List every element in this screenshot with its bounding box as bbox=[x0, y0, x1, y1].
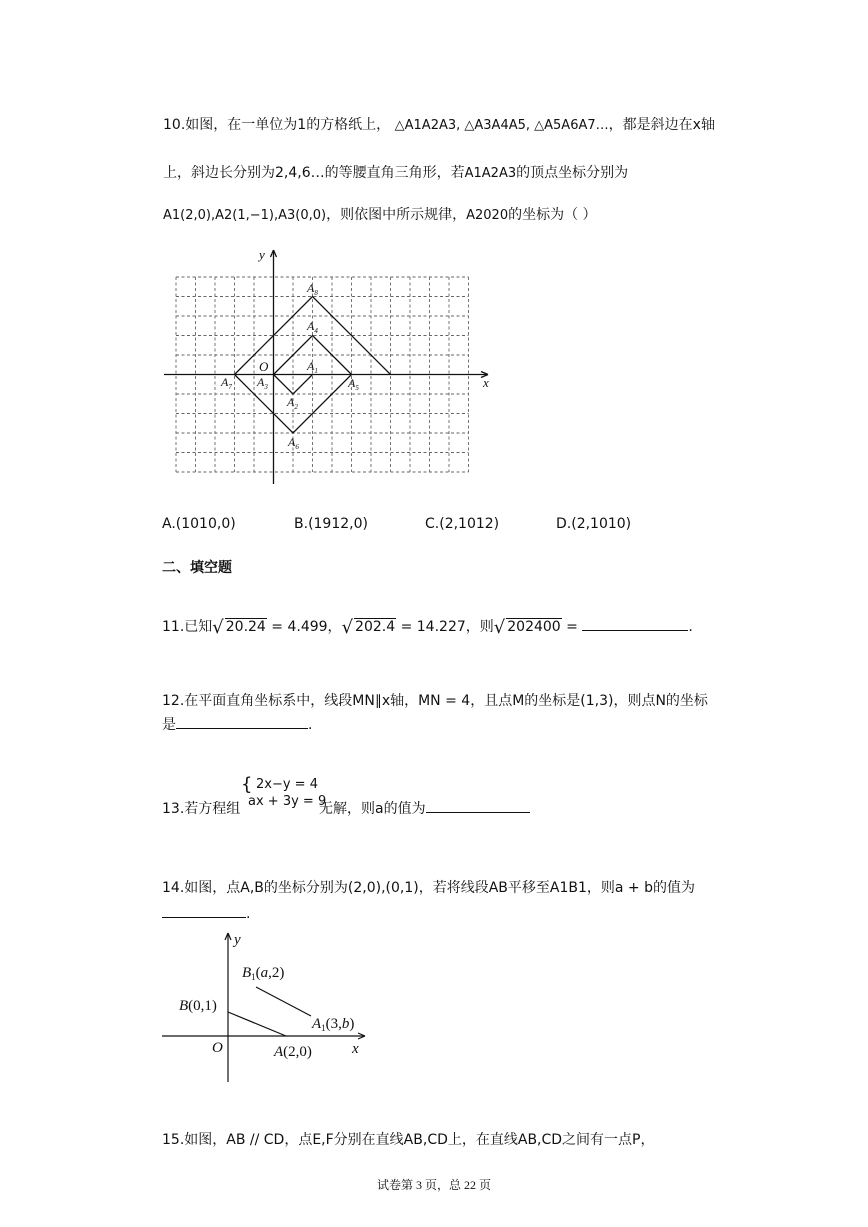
y-axis-label: y bbox=[234, 932, 241, 948]
segment-a1b1 bbox=[256, 987, 311, 1016]
q10-text: 10.如图，在一单位为 bbox=[163, 117, 298, 133]
section-heading: 二、填空题 bbox=[162, 560, 232, 576]
option-letter: C. bbox=[425, 516, 440, 532]
q12-text: 是 bbox=[162, 717, 176, 733]
q14-text: . bbox=[246, 906, 251, 922]
label-a6: $A_6$ bbox=[288, 435, 299, 451]
label-a4: $A_4$ bbox=[307, 319, 318, 335]
q10-text: 的坐标为（ ） bbox=[508, 207, 597, 223]
answer-blank[interactable] bbox=[426, 812, 530, 813]
answer-blank[interactable] bbox=[582, 630, 688, 631]
q11-radicand: 202.4 bbox=[355, 619, 396, 635]
q10-text: 的顶点坐标分别为 bbox=[516, 165, 629, 181]
label-a7: $A_7$ bbox=[221, 375, 232, 391]
label-a8: $A_8$ bbox=[307, 281, 318, 297]
label-a1: $A_1$ bbox=[307, 359, 318, 375]
q14-line2 bbox=[162, 906, 250, 922]
option-letter: D. bbox=[556, 516, 572, 532]
q10-text: 上，斜边长分别为 bbox=[163, 165, 275, 181]
q12-line2 bbox=[162, 714, 312, 734]
origin-label: O bbox=[259, 359, 269, 374]
option-value: (2,1010) bbox=[571, 516, 632, 532]
q11-text: . bbox=[688, 619, 693, 635]
equation-system bbox=[246, 776, 326, 810]
option-letter: B. bbox=[294, 516, 309, 532]
q11-text: 11.已知 bbox=[162, 619, 213, 635]
option-c[interactable] bbox=[425, 516, 499, 532]
q10-x: x bbox=[692, 117, 701, 133]
q13-prefix: 13.若方程组 bbox=[162, 801, 241, 817]
q11-radicand: 202400 bbox=[507, 619, 561, 635]
q11-radicand: 20.24 bbox=[225, 619, 266, 635]
q10-text: ，都是斜边在 bbox=[608, 117, 693, 133]
label-a1: $A_1(3,b)$ bbox=[312, 1016, 355, 1033]
q13-text: 无解，则a的值为 bbox=[319, 801, 426, 817]
x-axis-label: x bbox=[483, 375, 489, 390]
option-a[interactable] bbox=[162, 516, 236, 532]
q11-text: = 4.499， bbox=[266, 619, 342, 635]
label-a3: $A_3$ bbox=[257, 375, 268, 391]
q11-text: = bbox=[561, 619, 583, 635]
option-value: (2,1012) bbox=[439, 516, 500, 532]
q10-text: 的等腰直角三角形，若 bbox=[324, 165, 465, 181]
q10-line3 bbox=[163, 204, 597, 224]
q10-figure bbox=[160, 240, 500, 490]
label-b: B(0,1) bbox=[179, 998, 217, 1014]
sqrt-icon: √ bbox=[341, 617, 354, 638]
q14-figure bbox=[160, 925, 380, 1085]
q11 bbox=[162, 616, 693, 638]
option-value: (1010,0) bbox=[175, 516, 236, 532]
label-a2: $A_2$ bbox=[287, 395, 298, 411]
segment-ab bbox=[228, 1012, 286, 1036]
equation-2: ax + 3y = 9 bbox=[248, 794, 327, 809]
answer-blank[interactable] bbox=[176, 728, 308, 729]
q10-text: ，则依图中所示规律， bbox=[326, 207, 467, 223]
x-axis-label: x bbox=[352, 1041, 359, 1057]
q12-line1: 12.在平面直角坐标系中，线段MN∥x轴，MN = 4，且点M的坐标是(1,3)，则点N的坐标 bbox=[162, 693, 708, 709]
page-footer: 试卷第 3 页，总 22 页 bbox=[376, 1178, 491, 1192]
origin-label: O bbox=[212, 1040, 223, 1056]
sqrt-icon: √ bbox=[493, 617, 506, 638]
q10-text: 轴 bbox=[700, 117, 715, 133]
option-d[interactable] bbox=[556, 516, 631, 532]
label-a: A(2,0) bbox=[274, 1044, 312, 1060]
option-b[interactable] bbox=[294, 516, 368, 532]
q10-text: 的方格纸上， bbox=[306, 117, 391, 133]
y-axis-label: y bbox=[259, 247, 265, 262]
q10-line1 bbox=[163, 114, 715, 134]
option-value: (1912,0) bbox=[308, 516, 368, 532]
axes bbox=[164, 250, 488, 484]
sqrt-icon: √ bbox=[212, 617, 224, 638]
q10-target: A2020 bbox=[466, 208, 509, 223]
q10-coords: A1(2,0),A2(1,−1),A3(0,0) bbox=[163, 208, 327, 223]
q10-side-lengths: 2,4,6… bbox=[275, 165, 325, 181]
q13-suffix bbox=[319, 798, 530, 818]
q11-text: = 14.227，则 bbox=[396, 619, 494, 635]
label-b1: $B_1(a,2)$ bbox=[242, 965, 285, 982]
brace-icon: { bbox=[241, 774, 253, 795]
q12-text: . bbox=[308, 717, 313, 733]
q14-line1: 14.如图，点A,B的坐标分别为(2,0),(0,1)，若将线段AB平移至A1B1，则a + b的值为 bbox=[162, 880, 695, 896]
q10-unit: 1 bbox=[297, 117, 307, 133]
q10-triangle-name: A1A2A3 bbox=[464, 166, 517, 181]
q10-triangles: △A1A2A3, △A3A4A5, △A5A6A7… bbox=[394, 118, 609, 133]
label-a5: $A_5$ bbox=[348, 376, 359, 392]
q15-line1: 15.如图，AB // CD，点E,F分别在直线AB,CD上，在直线AB,CD之间有一点P， bbox=[162, 1132, 655, 1148]
answer-blank[interactable] bbox=[162, 917, 246, 918]
option-letter: A. bbox=[162, 516, 176, 532]
q10-line2 bbox=[163, 162, 628, 182]
equation-1: 2x−y = 4 bbox=[256, 777, 318, 792]
